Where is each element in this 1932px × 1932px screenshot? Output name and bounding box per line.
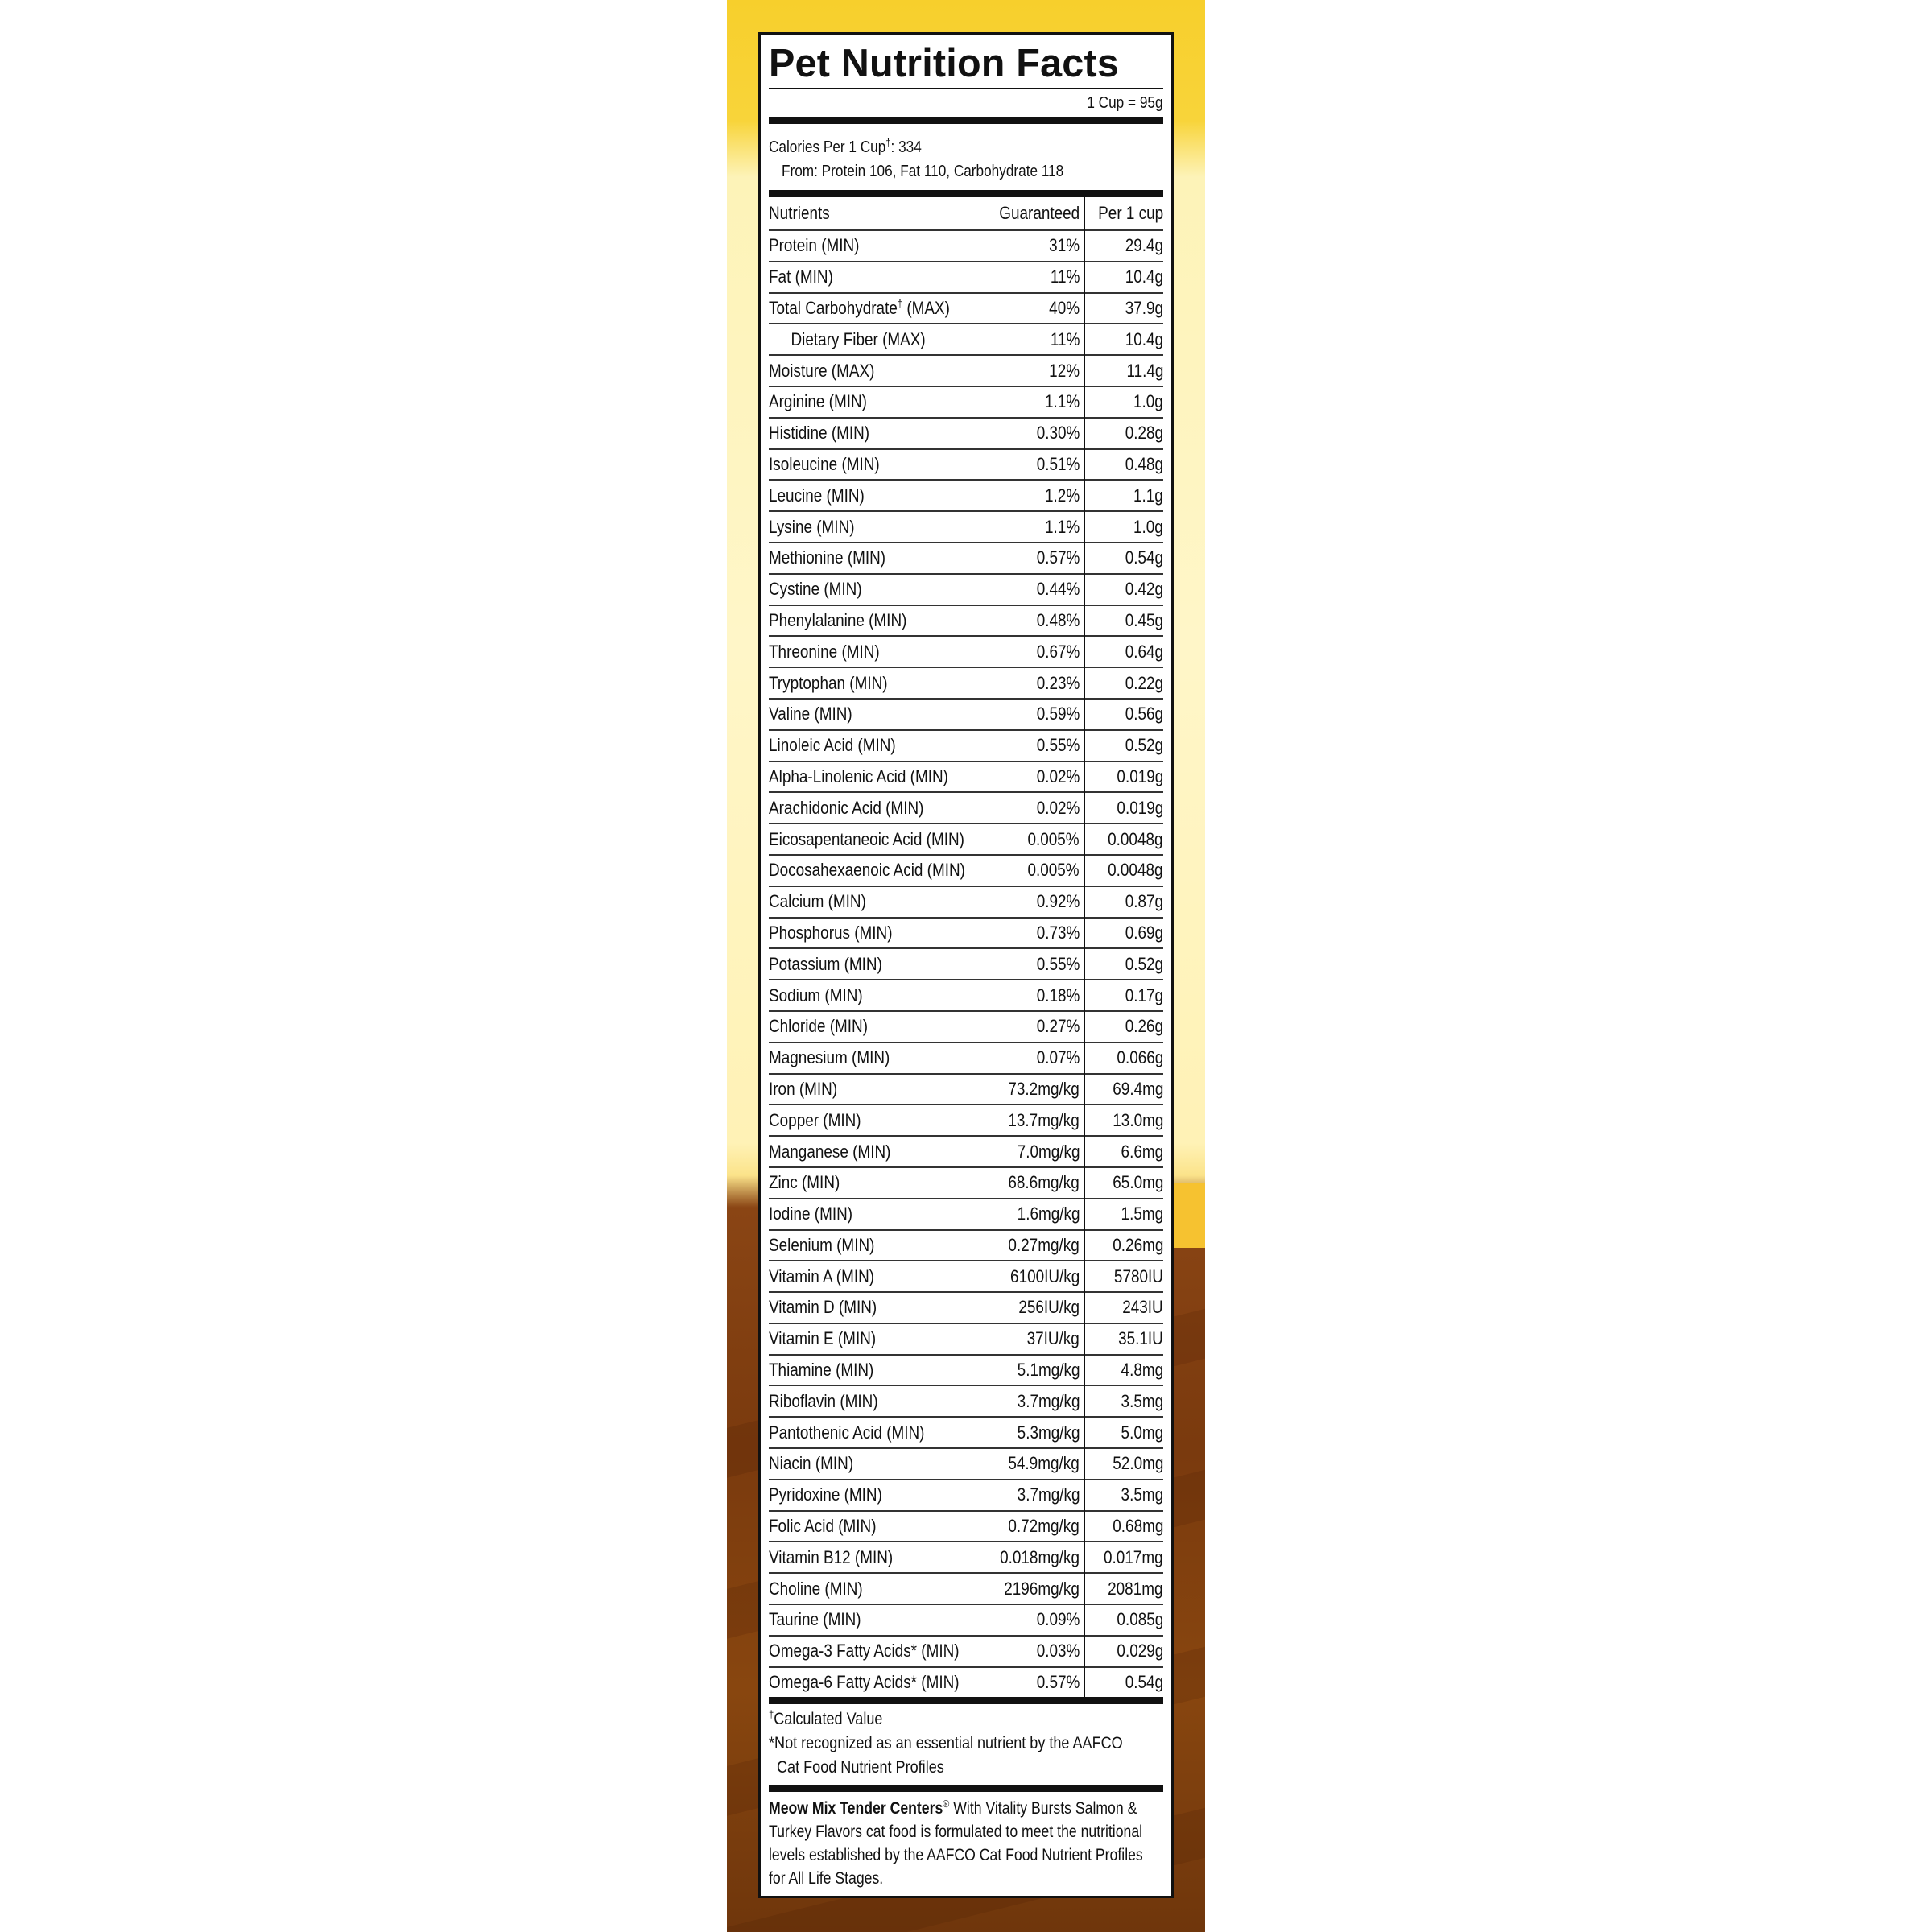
nutrient-name: Omega-3 Fatty Acids* (MIN) <box>769 1636 981 1667</box>
guaranteed-value: 0.59% <box>981 699 1084 730</box>
table-row <box>769 1480 1163 1511</box>
nutrient-name: Potassium (MIN) <box>769 948 981 980</box>
guaranteed-value: 0.51% <box>981 449 1084 481</box>
guaranteed-value: 0.02% <box>981 792 1084 824</box>
table-row <box>769 1417 1163 1448</box>
guaranteed-value: 3.7mg/kg <box>981 1385 1084 1417</box>
table-row <box>769 886 1163 918</box>
nutrient-name: Choline (MIN) <box>769 1573 981 1604</box>
table-row <box>769 355 1163 386</box>
table-row <box>769 1167 1163 1199</box>
table-row <box>769 1511 1163 1542</box>
table-row <box>769 1261 1163 1292</box>
serving-size: 1 Cup = 95g <box>769 88 1163 117</box>
table-row <box>769 418 1163 449</box>
guaranteed-value: 0.44% <box>981 574 1084 605</box>
calories-block <box>769 124 1163 190</box>
nutrient-table <box>769 197 1163 1697</box>
guaranteed-value: 0.09% <box>981 1604 1084 1636</box>
guaranteed-value: 11% <box>981 262 1084 293</box>
table-header-row <box>769 197 1163 230</box>
nutrient-name: Threonine (MIN) <box>769 636 981 667</box>
nutrient-name: Lysine (MIN) <box>769 511 981 543</box>
footnotes <box>769 1704 1163 1785</box>
guaranteed-value: 0.27% <box>981 1011 1084 1042</box>
nutrient-name: Linoleic Acid (MIN) <box>769 730 981 762</box>
nutrient-name: Isoleucine (MIN) <box>769 449 981 481</box>
nutrition-label <box>758 32 1174 1898</box>
table-row <box>769 824 1163 855</box>
nutrient-name: Calcium (MIN) <box>769 886 981 918</box>
nutrient-name: Total Carbohydrate† (MAX) <box>769 293 981 324</box>
nutrient-name: Dietary Fiber (MAX) <box>769 324 981 355</box>
header-nutrients: Nutrients <box>769 203 830 223</box>
per-cup-value: 13.0mg <box>1084 1104 1163 1136</box>
guaranteed-value: 0.18% <box>981 980 1084 1011</box>
footnote-aafco: *Not recognized as an essential nutrient by the AAFCO <box>769 1734 1123 1753</box>
per-cup-value: 3.5mg <box>1084 1480 1163 1511</box>
table-row <box>769 1292 1163 1323</box>
table-row <box>769 1355 1163 1386</box>
per-cup-value: 0.56g <box>1084 699 1163 730</box>
guaranteed-value: 0.73% <box>981 918 1084 949</box>
table-row <box>769 918 1163 949</box>
guaranteed-value: 37IU/kg <box>981 1323 1084 1355</box>
per-cup-value: 0.085g <box>1084 1604 1163 1636</box>
guaranteed-value: 0.02% <box>981 762 1084 793</box>
guaranteed-value: 12% <box>981 355 1084 386</box>
table-row <box>769 293 1163 324</box>
nutrient-name: Vitamin A (MIN) <box>769 1261 981 1292</box>
per-cup-value: 0.87g <box>1084 886 1163 918</box>
guaranteed-value: 13.7mg/kg <box>981 1104 1084 1136</box>
nutrient-name: Sodium (MIN) <box>769 980 981 1011</box>
per-cup-value: 6.6mg <box>1084 1136 1163 1167</box>
nutrient-name: Vitamin E (MIN) <box>769 1323 981 1355</box>
nutrient-name: Magnesium (MIN) <box>769 1042 981 1074</box>
per-cup-value: 1.0g <box>1084 386 1163 418</box>
guaranteed-value: 5.3mg/kg <box>981 1417 1084 1448</box>
guaranteed-value: 0.23% <box>981 667 1084 699</box>
per-cup-value: 0.68mg <box>1084 1511 1163 1542</box>
nutrient-name: Docosahexaenoic Acid (MIN) <box>769 855 981 886</box>
nutrient-name: Arginine (MIN) <box>769 386 981 418</box>
nutrient-name: Phenylalanine (MIN) <box>769 605 981 637</box>
per-cup-value: 3.5mg <box>1084 1385 1163 1417</box>
nutrient-name: Thiamine (MIN) <box>769 1355 981 1386</box>
per-cup-value: 10.4g <box>1084 262 1163 293</box>
guaranteed-value: 7.0mg/kg <box>981 1136 1084 1167</box>
table-row <box>769 324 1163 355</box>
nutrient-name: Cystine (MIN) <box>769 574 981 605</box>
table-row <box>769 1604 1163 1636</box>
table-row <box>769 1573 1163 1604</box>
guaranteed-value: 2196mg/kg <box>981 1573 1084 1604</box>
per-cup-value: 11.4g <box>1084 355 1163 386</box>
nutrient-name: Eicosapentaneoic Acid (MIN) <box>769 824 981 855</box>
per-cup-value: 1.5mg <box>1084 1199 1163 1230</box>
table-row <box>769 792 1163 824</box>
table-row <box>769 511 1163 543</box>
table-row <box>769 605 1163 637</box>
calories-from: From: Protein 106, Fat 110, Carbohydrate 118 <box>782 163 1064 180</box>
table-row <box>769 1136 1163 1167</box>
table-row <box>769 449 1163 481</box>
guaranteed-value: 0.07% <box>981 1042 1084 1074</box>
table-row <box>769 1074 1163 1105</box>
nutrient-name: Arachidonic Acid (MIN) <box>769 792 981 824</box>
per-cup-value: 0.0048g <box>1084 824 1163 855</box>
nutrient-name: Tryptophan (MIN) <box>769 667 981 699</box>
footnote-aafco-cont: Cat Food Nutrient Profiles <box>777 1758 944 1777</box>
thick-rule <box>769 1785 1163 1792</box>
guaranteed-value: 0.92% <box>981 886 1084 918</box>
guaranteed-value: 1.6mg/kg <box>981 1199 1084 1230</box>
guaranteed-value: 0.72mg/kg <box>981 1511 1084 1542</box>
guaranteed-value: 0.55% <box>981 948 1084 980</box>
per-cup-value: 2081mg <box>1084 1573 1163 1604</box>
table-row <box>769 1636 1163 1667</box>
brand-name: Meow Mix Tender Centers <box>769 1799 943 1818</box>
nutrient-name: Chloride (MIN) <box>769 1011 981 1042</box>
per-cup-value: 0.17g <box>1084 980 1163 1011</box>
guaranteed-value: 1.1% <box>981 511 1084 543</box>
nutrient-name: Alpha-Linolenic Acid (MIN) <box>769 762 981 793</box>
per-cup-value: 0.52g <box>1084 948 1163 980</box>
table-row <box>769 543 1163 574</box>
guaranteed-value: 1.1% <box>981 386 1084 418</box>
nutrient-name: Histidine (MIN) <box>769 418 981 449</box>
per-cup-value: 65.0mg <box>1084 1167 1163 1199</box>
guaranteed-value: 11% <box>981 324 1084 355</box>
nutrient-name: Folic Acid (MIN) <box>769 1511 981 1542</box>
per-cup-value: 5780IU <box>1084 1261 1163 1292</box>
table-row <box>769 262 1163 293</box>
guaranteed-value: 0.67% <box>981 636 1084 667</box>
table-row <box>769 667 1163 699</box>
per-cup-value: 0.26g <box>1084 1011 1163 1042</box>
guaranteed-value: 0.018mg/kg <box>981 1542 1084 1573</box>
per-cup-value: 1.1g <box>1084 480 1163 511</box>
guaranteed-value: 31% <box>981 230 1084 262</box>
per-cup-value: 37.9g <box>1084 293 1163 324</box>
nutrient-name: Methionine (MIN) <box>769 543 981 574</box>
per-cup-value: 10.4g <box>1084 324 1163 355</box>
per-cup-value: 0.52g <box>1084 730 1163 762</box>
nutrient-name: Protein (MIN) <box>769 230 981 262</box>
guaranteed-value: 1.2% <box>981 480 1084 511</box>
per-cup-value: 0.066g <box>1084 1042 1163 1074</box>
table-row <box>769 1230 1163 1261</box>
guaranteed-value: 73.2mg/kg <box>981 1074 1084 1105</box>
per-cup-value: 52.0mg <box>1084 1448 1163 1480</box>
nutrient-name: Zinc (MIN) <box>769 1167 981 1199</box>
per-cup-value: 0.017mg <box>1084 1542 1163 1573</box>
nutrient-name: Selenium (MIN) <box>769 1230 981 1261</box>
label-title: Pet Nutrition Facts <box>769 42 1120 85</box>
per-cup-value: 0.45g <box>1084 605 1163 637</box>
nutrient-name: Pyridoxine (MIN) <box>769 1480 981 1511</box>
nutrient-name: Moisture (MAX) <box>769 355 981 386</box>
guaranteed-value: 256IU/kg <box>981 1292 1084 1323</box>
guaranteed-value: 0.03% <box>981 1636 1084 1667</box>
calories-line: Calories Per 1 Cup†: 334 <box>769 136 922 156</box>
per-cup-value: 0.54g <box>1084 543 1163 574</box>
nutrient-name: Niacin (MIN) <box>769 1448 981 1480</box>
per-cup-value: 0.22g <box>1084 667 1163 699</box>
per-cup-value: 0.26mg <box>1084 1230 1163 1261</box>
per-cup-value: 0.28g <box>1084 418 1163 449</box>
table-row <box>769 1199 1163 1230</box>
statement-text: With Vitality Bursts Salmon & Turkey Flavors cat food is formulated to meet the nutritional levels established by the AAFCO Cat Food Nutrient Profiles for All Life Stages. <box>769 1799 1143 1889</box>
table-row <box>769 1385 1163 1417</box>
product-statement: Meow Mix Tender Centers® With Vitality Bursts Salmon & Turkey Flavors cat food is formulated to meet the nutritional levels established by the AAFCO Cat Food Nutrient Profiles for All Life Stages. <box>769 1798 1143 1889</box>
nutrient-name: Taurine (MIN) <box>769 1604 981 1636</box>
guaranteed-value: 0.30% <box>981 418 1084 449</box>
nutrient-name: Iodine (MIN) <box>769 1199 981 1230</box>
per-cup-value: 0.69g <box>1084 918 1163 949</box>
nutrient-name: Leucine (MIN) <box>769 480 981 511</box>
per-cup-value: 0.029g <box>1084 1636 1163 1667</box>
table-row <box>769 699 1163 730</box>
nutrient-name: Iron (MIN) <box>769 1074 981 1105</box>
thick-rule <box>769 190 1163 197</box>
guaranteed-value: 0.005% <box>981 855 1084 886</box>
nutrient-name: Omega-6 Fatty Acids* (MIN) <box>769 1667 981 1698</box>
nutrient-name: Fat (MIN) <box>769 262 981 293</box>
nutrient-name: Copper (MIN) <box>769 1104 981 1136</box>
per-cup-value: 35.1IU <box>1084 1323 1163 1355</box>
nutrient-name: Vitamin B12 (MIN) <box>769 1542 981 1573</box>
per-cup-value: 243IU <box>1084 1292 1163 1323</box>
per-cup-value: 0.0048g <box>1084 855 1163 886</box>
table-row <box>769 762 1163 793</box>
table-row <box>769 1042 1163 1074</box>
nutrient-name: Valine (MIN) <box>769 699 981 730</box>
guaranteed-value: 3.7mg/kg <box>981 1480 1084 1511</box>
table-row <box>769 1104 1163 1136</box>
table-row <box>769 855 1163 886</box>
guaranteed-value: 0.57% <box>981 543 1084 574</box>
table-row <box>769 1667 1163 1698</box>
per-cup-value: 0.019g <box>1084 762 1163 793</box>
per-cup-value: 69.4mg <box>1084 1074 1163 1105</box>
per-cup-value: 0.48g <box>1084 449 1163 481</box>
guaranteed-value: 0.005% <box>981 824 1084 855</box>
table-row <box>769 230 1163 262</box>
per-cup-value: 0.54g <box>1084 1667 1163 1698</box>
nutrient-name: Phosphorus (MIN) <box>769 918 981 949</box>
guaranteed-value: 6100IU/kg <box>981 1261 1084 1292</box>
table-row <box>769 730 1163 762</box>
table-row <box>769 1011 1163 1042</box>
table-row <box>769 636 1163 667</box>
footnote-calculated: †Calculated Value <box>769 1708 883 1729</box>
per-cup-value: 5.0mg <box>1084 1417 1163 1448</box>
nutrient-name: Manganese (MIN) <box>769 1136 981 1167</box>
table-row <box>769 386 1163 418</box>
per-cup-value: 0.019g <box>1084 792 1163 824</box>
header-per-cup: Per 1 cup <box>1098 203 1163 223</box>
table-row <box>769 1323 1163 1355</box>
per-cup-value: 0.42g <box>1084 574 1163 605</box>
guaranteed-value: 0.55% <box>981 730 1084 762</box>
per-cup-value: 29.4g <box>1084 230 1163 262</box>
nutrient-name: Riboflavin (MIN) <box>769 1385 981 1417</box>
header-guaranteed: Guaranteed <box>981 197 1084 230</box>
guaranteed-value: 5.1mg/kg <box>981 1355 1084 1386</box>
guaranteed-value: 40% <box>981 293 1084 324</box>
table-row <box>769 574 1163 605</box>
guaranteed-value: 0.57% <box>981 1667 1084 1698</box>
guaranteed-value: 68.6mg/kg <box>981 1167 1084 1199</box>
package-yellow-band <box>1173 1183 1205 1248</box>
guaranteed-value: 0.48% <box>981 605 1084 637</box>
per-cup-value: 1.0g <box>1084 511 1163 543</box>
table-row <box>769 1448 1163 1480</box>
table-row <box>769 1542 1163 1573</box>
thick-rule <box>769 117 1163 124</box>
table-row <box>769 948 1163 980</box>
table-row <box>769 480 1163 511</box>
nutrient-name: Vitamin D (MIN) <box>769 1292 981 1323</box>
thick-rule <box>769 1697 1163 1704</box>
guaranteed-value: 0.27mg/kg <box>981 1230 1084 1261</box>
table-row <box>769 980 1163 1011</box>
guaranteed-value: 54.9mg/kg <box>981 1448 1084 1480</box>
per-cup-value: 0.64g <box>1084 636 1163 667</box>
per-cup-value: 4.8mg <box>1084 1355 1163 1386</box>
nutrient-name: Pantothenic Acid (MIN) <box>769 1417 981 1448</box>
